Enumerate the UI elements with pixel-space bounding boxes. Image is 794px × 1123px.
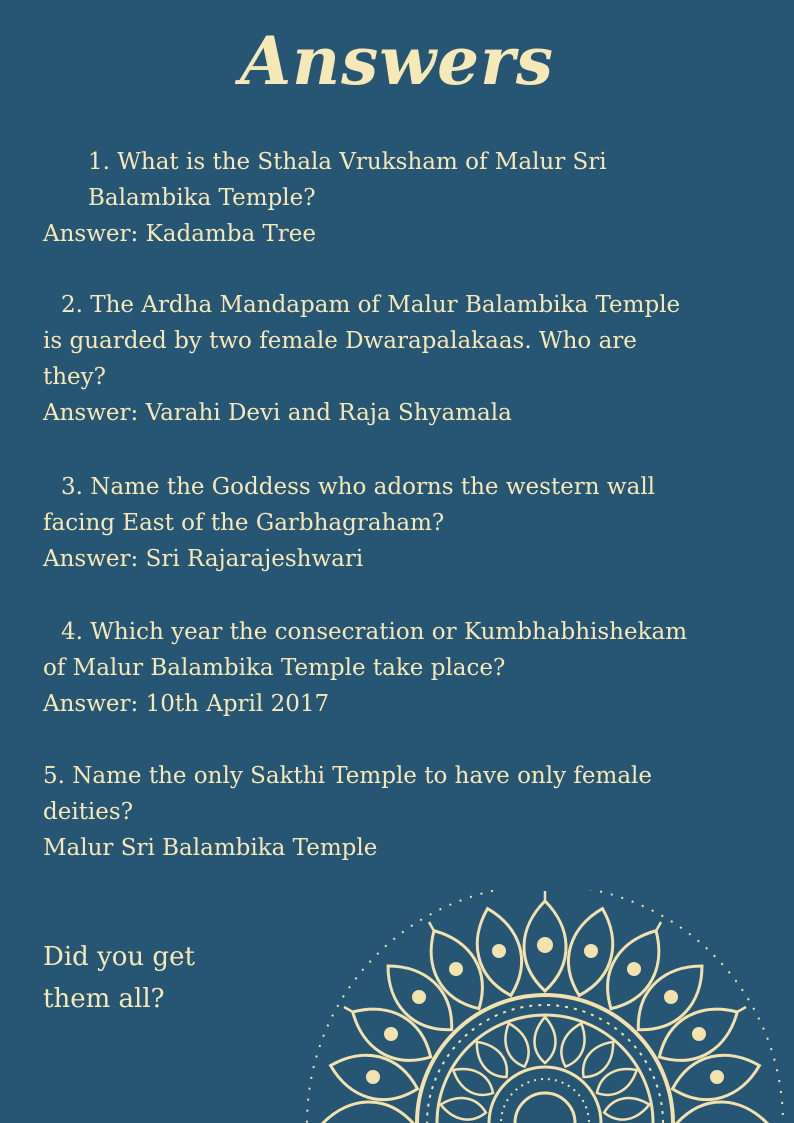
answer-text: Answer: Varahi Devi and Raja Shyamala <box>43 400 512 426</box>
question-text: 1. What is the Sthala Vruksham of Malur Sri <box>88 149 607 175</box>
answer-text: Answer: Sri Rajarajeshwari <box>43 546 364 572</box>
answer-text: Malur Sri Balambika Temple <box>43 835 378 861</box>
question-text: 2. The Ardha Mandapam of Malur Balambika Temple <box>61 292 681 318</box>
question-text: facing East of the Garbhagraham? <box>43 510 445 536</box>
question-block-5 <box>43 758 763 866</box>
page-title: Answers <box>239 22 555 100</box>
answer-text: Answer: Kadamba Tree <box>43 221 317 247</box>
question-block-1 <box>43 144 763 252</box>
question-text: 3. Name the Goddess who adorns the western wall <box>61 474 656 500</box>
question-block-4 <box>43 614 763 722</box>
question-text: Balambika Temple? <box>88 185 316 211</box>
question-text: 4. Which year the consecration or Kumbhabhishekam <box>61 619 688 645</box>
closing-line: them all? <box>43 984 165 1014</box>
closing-message <box>43 936 195 1020</box>
mandala-ornament <box>296 890 794 1123</box>
question-text: they? <box>43 364 106 390</box>
question-text: 5. Name the only Sakthi Temple to have only female <box>43 763 653 789</box>
question-text: of Malur Balambika Temple take place? <box>43 655 506 681</box>
answer-text: Answer: 10th April 2017 <box>43 691 330 717</box>
question-block-3 <box>43 469 763 577</box>
closing-line: Did you get <box>43 942 195 972</box>
question-text: deities? <box>43 799 134 825</box>
question-text: is guarded by two female Dwarapalakaas. Who are <box>43 328 637 354</box>
question-block-2 <box>43 287 763 431</box>
